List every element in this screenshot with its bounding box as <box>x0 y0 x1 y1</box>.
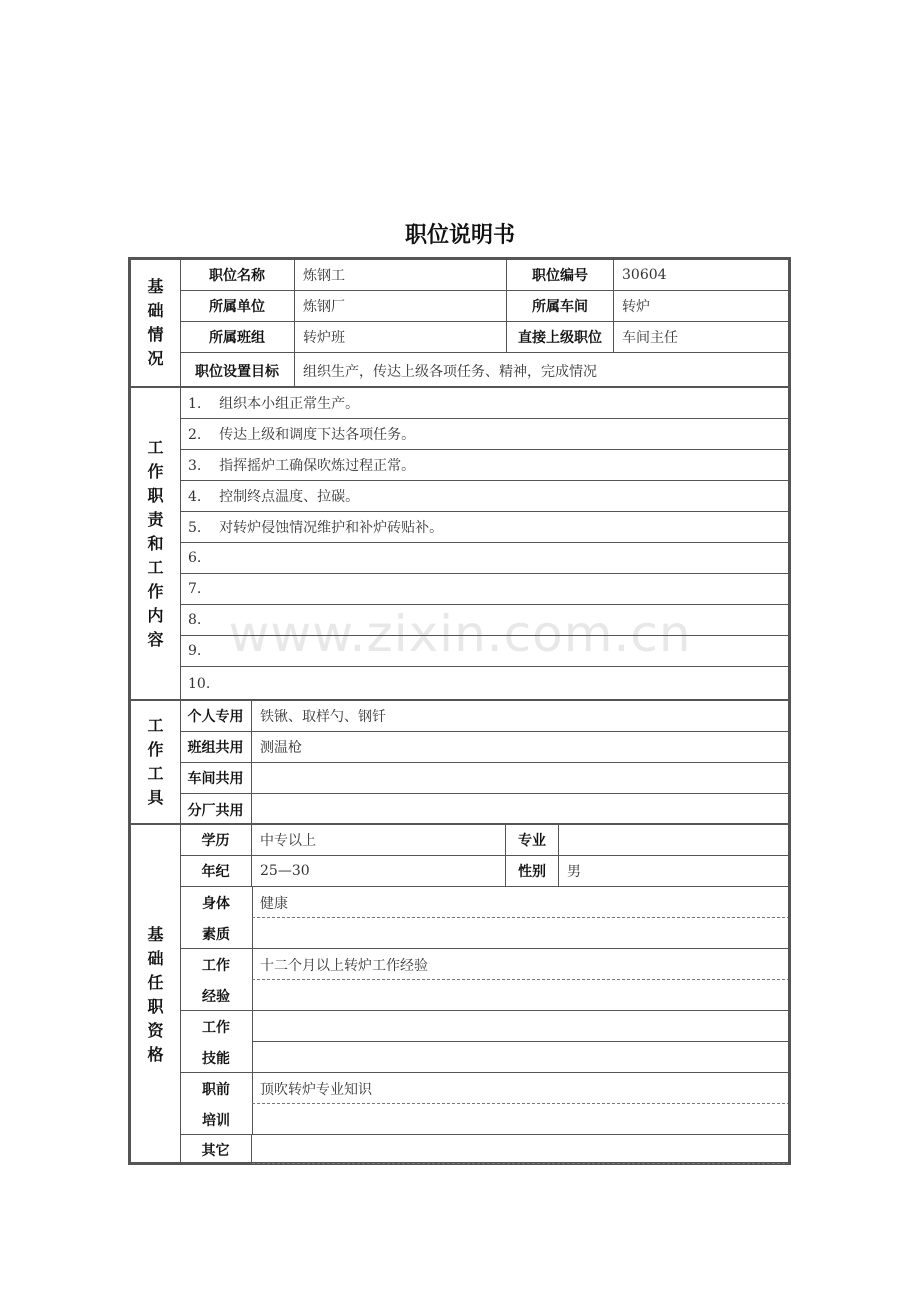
vertical-label-char: 资 <box>147 1021 164 1040</box>
dashed-divider <box>252 1103 790 1104</box>
goal-value: 组织生产，传达上级各项任务、精神，完成情况 <box>303 363 597 380</box>
tool-value: 测温枪 <box>260 740 302 756</box>
watermark: www.zixin.com.cn <box>228 605 692 663</box>
tool-row <box>180 763 790 794</box>
age-row <box>180 856 790 887</box>
position-name-label: 职位名称 <box>180 260 295 290</box>
tool-row <box>180 701 790 732</box>
duty-row <box>180 512 790 543</box>
skills-value <box>252 1011 790 1042</box>
training-label-cell <box>180 1073 253 1134</box>
duties-section <box>131 388 790 701</box>
team-label: 所属班组 <box>180 322 295 352</box>
age-value: 25—30 <box>252 856 506 886</box>
skills-label-line1: 工作 <box>202 1019 230 1036</box>
training-label-line2: 培训 <box>202 1112 230 1129</box>
experience-label-line2: 经验 <box>202 988 230 1005</box>
vertical-label-char: 职 <box>147 997 164 1016</box>
unit-label: 所属单位 <box>180 291 295 321</box>
tool-label: 车间共用 <box>180 763 252 793</box>
position-code-label: 职位编号 <box>507 260 614 290</box>
tool-label: 分厂共用 <box>180 794 252 825</box>
superior-label: 直接上级职位 <box>507 322 614 352</box>
workshop-value: 转炉 <box>622 299 650 315</box>
basic-info-section <box>131 260 790 388</box>
skills-label-cell <box>180 1011 253 1072</box>
vertical-label-char: 基 <box>147 277 164 296</box>
health-label-line2: 素质 <box>202 926 230 943</box>
basic-info-label <box>131 260 181 386</box>
education-row <box>180 825 790 856</box>
education-value: 中专以上 <box>252 825 506 855</box>
duty-text: 3. 指挥摇炉工确保吹炼过程正常。 <box>188 458 416 474</box>
vertical-label-char: 况 <box>147 349 164 368</box>
superior-value: 车间主任 <box>622 330 678 346</box>
tools-section <box>131 701 790 825</box>
experience-value: 十二个月以上转炉工作经验 <box>260 957 428 974</box>
unit-value: 炼钢厂 <box>295 291 507 321</box>
vertical-label-char: 内 <box>147 605 164 625</box>
goal-label: 职位设置目标 <box>180 353 295 388</box>
health-label-line1: 身体 <box>202 895 230 912</box>
team-value: 转炉班 <box>295 322 507 352</box>
education-label: 学历 <box>180 825 252 855</box>
tool-value: 铁锹、取样勺、钢钎 <box>260 709 386 725</box>
qualifications-section <box>131 825 790 1165</box>
tools-label <box>131 701 181 823</box>
vertical-label-char: 作 <box>147 740 164 759</box>
duty-row <box>180 481 790 512</box>
vertical-label-char: 职 <box>147 485 164 505</box>
vertical-label-char: 和 <box>147 533 164 553</box>
duty-row <box>180 605 790 636</box>
tool-label: 个人专用 <box>180 701 252 731</box>
vertical-label-char: 责 <box>147 509 164 529</box>
dashed-divider <box>252 1163 790 1164</box>
divider <box>252 1041 790 1042</box>
training-value: 顶吹转炉专业知识 <box>260 1081 372 1098</box>
goal-row <box>180 353 790 388</box>
duty-text: 1. 组织本小组正常生产。 <box>188 396 360 412</box>
duty-row <box>180 419 790 450</box>
other-value <box>252 1135 790 1165</box>
vertical-label-char: 作 <box>147 581 164 601</box>
other-label: 其它 <box>180 1135 252 1165</box>
vertical-label-char: 工 <box>147 716 164 735</box>
document-title: 职位说明书 <box>404 223 515 248</box>
duty-row <box>180 450 790 481</box>
skills-label-line2: 技能 <box>202 1050 230 1067</box>
health-label-cell <box>180 887 253 948</box>
position-name-value: 炼钢工 <box>295 260 507 290</box>
job-description-table <box>128 257 790 1165</box>
duty-text: 4. 控制终点温度、拉碳。 <box>188 489 360 505</box>
duty-text: 8. <box>188 612 202 628</box>
duty-row <box>180 543 790 574</box>
duty-row <box>180 388 790 419</box>
duty-text: 10. <box>188 676 211 692</box>
duty-text: 7. <box>188 581 202 597</box>
major-label: 专业 <box>506 825 559 855</box>
experience-row <box>180 949 790 1011</box>
vertical-label-char: 础 <box>147 301 164 320</box>
vertical-label-char: 具 <box>147 788 164 807</box>
duty-row <box>180 636 790 667</box>
vertical-label-char: 作 <box>147 461 164 481</box>
qualifications-label <box>131 825 181 1165</box>
duty-text: 5. 对转炉侵蚀情况维护和补炉砖贴补。 <box>188 520 444 536</box>
vertical-label-char: 工 <box>147 437 164 457</box>
gender-value: 男 <box>567 864 581 880</box>
other-row <box>180 1135 790 1165</box>
training-label-line1: 职前 <box>202 1081 230 1098</box>
gender-label: 性别 <box>506 856 559 886</box>
health-row <box>180 887 790 949</box>
health-value: 健康 <box>260 895 288 912</box>
vertical-label-char: 格 <box>147 1045 164 1064</box>
duty-text: 2. 传达上级和调度下达各项任务。 <box>188 427 416 443</box>
vertical-label-char: 础 <box>147 949 164 968</box>
duty-row <box>180 574 790 605</box>
dashed-divider <box>252 979 790 980</box>
experience-label-line1: 工作 <box>202 957 230 974</box>
duty-text: 9. <box>188 643 202 659</box>
vertical-label-char: 工 <box>147 557 164 577</box>
tool-value <box>252 763 790 793</box>
duties-label <box>131 388 181 699</box>
major-value <box>559 825 790 855</box>
vertical-label-char: 任 <box>147 973 164 992</box>
vertical-label-char: 工 <box>147 764 164 783</box>
duty-row <box>180 667 790 701</box>
skills-row <box>180 1011 790 1073</box>
vertical-label-char: 容 <box>147 629 164 649</box>
vertical-label-char: 情 <box>147 325 164 344</box>
dashed-divider <box>252 917 790 918</box>
position-code-value: 30604 <box>622 267 667 283</box>
team-row <box>180 322 790 353</box>
experience-label-cell <box>180 949 253 1010</box>
vertical-label-char: 基 <box>147 925 164 944</box>
position-name-row <box>180 260 790 291</box>
age-label: 年纪 <box>180 856 252 886</box>
tool-row <box>180 794 790 825</box>
training-row <box>180 1073 790 1135</box>
tool-label: 班组共用 <box>180 732 252 762</box>
workshop-label: 所属车间 <box>507 291 614 321</box>
duty-text: 6. <box>188 550 202 566</box>
tool-value <box>252 794 790 825</box>
unit-row <box>180 291 790 322</box>
tool-row <box>180 732 790 763</box>
